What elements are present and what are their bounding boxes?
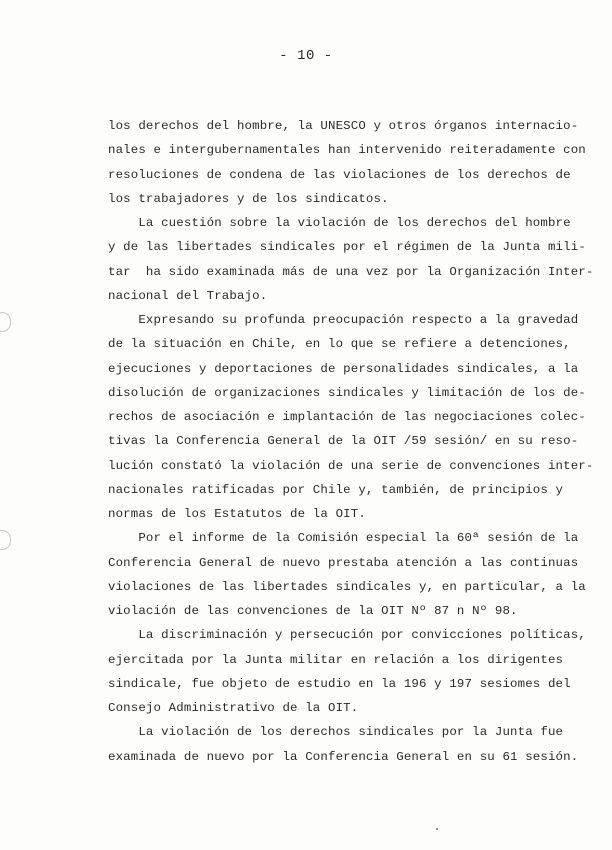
paper-speck xyxy=(436,828,438,830)
text-line: sindicale, fue objeto de estudio en la 196 y 197 sesiomes del xyxy=(108,676,571,691)
text-line: tivas la Conferencia General de la OIT /59 sesión/ en su reso- xyxy=(108,434,579,449)
text-line: Expresando su profunda preocupación respecto a la gravedad xyxy=(108,313,579,327)
document-body xyxy=(108,114,594,769)
page-number: - 10 - xyxy=(279,48,333,64)
text-line: nacionales ratificadas por Chile y, también, de principios y xyxy=(108,482,564,497)
text-line: La cuestión sobre la violación de los derechos del hombre xyxy=(108,216,571,230)
punch-hole-mark xyxy=(0,530,11,550)
text-line: examinada de nuevo por la Conferencia General en su 61 sesión. xyxy=(108,749,579,764)
text-line: los trabajadores y de los sindicatos. xyxy=(108,191,389,206)
text-line: La violación de los derechos sindicales por la Junta fue xyxy=(108,725,564,740)
text-line: ejercitada por la Junta militar en relación a los dirigentes xyxy=(108,652,564,667)
text-line: tar ha sido examinada más de una vez por la Organización Inter- xyxy=(108,264,594,279)
text-line: Conferencia General de nuevo prestaba atención a las continuas xyxy=(108,555,579,570)
text-line: y de las libertades sindicales por el régimen de la Junta mili- xyxy=(108,240,586,255)
text-line: violación de las convenciones de la OIT Nº 87 n Nº 98. xyxy=(108,604,518,618)
text-line: violaciones de las libertades sindicales y, en particular, a la xyxy=(108,579,586,594)
text-line: nacional del Trabajo. xyxy=(108,288,268,303)
punch-hole-mark xyxy=(0,312,11,332)
text-line: disolución de organizaciones sindicales y limitación de los de- xyxy=(108,385,586,400)
text-line: nales e intergubernamentales han intervenido reiteradamente con xyxy=(108,143,586,158)
text-line: resoluciones de condena de las violaciones de los derechos de xyxy=(108,167,571,182)
text-line: de la situación en Chile, en lo que se refiere a detenciones, xyxy=(108,337,571,352)
text-line: Por el informe de la Comisión especial la 60ª sesión de la xyxy=(108,531,579,546)
text-line: Consejo Administrativo de la OIT. xyxy=(108,701,359,715)
text-line: rechos de asociación e implantación de las negociaciones colec- xyxy=(108,410,586,424)
text-line: los derechos del hombre, la UNESCO y otros órganos internacio- xyxy=(108,119,579,133)
text-line: lución constató la violación de una serie de convenciones inter- xyxy=(108,458,594,473)
text-line: La discriminación y persecución por convicciones políticas, xyxy=(108,628,586,643)
text-line: normas de los Estatutos de la OIT. xyxy=(108,507,366,521)
text-line: ejecuciones y deportaciones de personalidades sindicales, a la xyxy=(108,361,579,376)
